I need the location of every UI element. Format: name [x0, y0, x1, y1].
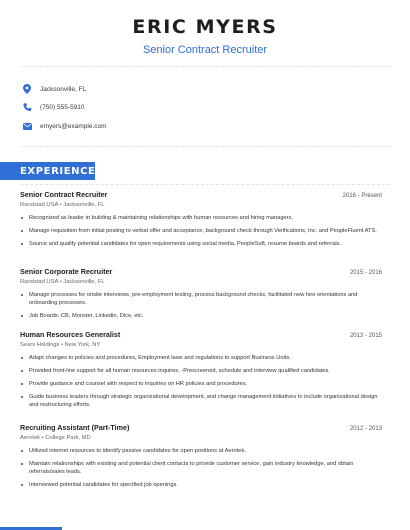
bullet-item: Interviewed potential candidates for specified job openings.	[20, 481, 382, 489]
job-dates: 2016 - Present	[342, 193, 382, 199]
contact-location	[20, 80, 390, 98]
job-entry	[20, 267, 382, 325]
job-title: Recruiting Assistant (Part-Time)	[20, 423, 130, 432]
job-dates: 2015 - 2016	[349, 270, 382, 276]
email-text: emyers@example.com	[40, 122, 107, 130]
contact-email	[20, 117, 390, 135]
bullet-item: Manage processes for onsite interviews, pre-employment testing, process background checks, facilitated new hire orientations and onboarding processes.	[20, 291, 382, 307]
bullet-item: Manage requisition from initial posting to verbal offer and acceptance, background check through Verifications, Inc. and PeopleFluent ATS.	[20, 227, 382, 235]
contact-list	[20, 80, 390, 136]
phone-icon	[22, 103, 32, 113]
job-title: Senior Corporate Recruiter	[20, 267, 113, 276]
bullet-item: Utilized internet resources to identify passive candidates for open positions at Aerotek.	[20, 447, 382, 455]
job-title: Senior Contract Recruiter	[20, 190, 108, 199]
bullet-item: Adapt changes to policies and procedures, Employment laws and regulations to support Business Units.	[20, 354, 382, 362]
job-bullets	[20, 354, 382, 409]
mail-icon	[22, 121, 32, 131]
job-bullets	[20, 291, 382, 320]
divider	[20, 66, 390, 67]
job-company: Randstad USA • Jacksonville, FL	[20, 202, 105, 208]
bullet-item: Source and qualify potential candidates for open requirements using social media, PeopleSoft, resume boards and referrals.	[20, 240, 382, 248]
job-company: Randstad USA • Jacksonville, FL	[20, 279, 105, 285]
resume-header	[0, 16, 410, 56]
job-dates: 2012 - 2013	[349, 426, 382, 432]
job-title: Human Resources Generalist	[20, 330, 121, 339]
job-company: Sears Holdings • New York, NY	[20, 342, 101, 348]
divider	[20, 146, 390, 147]
job-dates: 2013 - 2015	[349, 333, 382, 339]
job-entry	[20, 423, 382, 494]
bullet-item: Maintain relationships with existing and potential client contacts to provide customer service, gain industry knowledge, and obtain referrals/sales leads.	[20, 460, 382, 476]
candidate-title: Senior Contract Recruiter	[142, 44, 268, 56]
job-bullets	[20, 214, 382, 248]
experience-heading: EXPERIENCE	[20, 166, 96, 177]
job-company: Aerotek • College Park, MD	[20, 435, 91, 441]
job-entry	[20, 190, 382, 253]
contact-phone	[20, 99, 390, 117]
job-entry	[20, 330, 382, 414]
location-pin-icon	[22, 84, 32, 94]
candidate-name: ERIC MYERS	[132, 16, 278, 38]
location-text: Jacksonville, FL	[40, 85, 87, 93]
phone-text: (750) 555-5910	[40, 104, 85, 111]
bullet-item: Recognized as leader in building & maintaining relationships with human resources and hiring managers.	[20, 214, 382, 222]
bullet-item: Provided front-line support for all human resources inquires, -Prescreened, schedule and interview qualified candidates.	[20, 367, 382, 375]
bullet-item: Guide business leaders through strategic organizational development, and change management initiatives to include organizational design and restructuring efforts.	[20, 393, 382, 409]
bullet-item: Job Boards: CB, Monster, Linkedin, Dice, etc.	[20, 312, 382, 320]
bullet-item: Provide guidance and counsel with respect to inquiries on HR policies and procedures.	[20, 380, 382, 388]
divider	[20, 184, 390, 185]
job-bullets	[20, 447, 382, 489]
